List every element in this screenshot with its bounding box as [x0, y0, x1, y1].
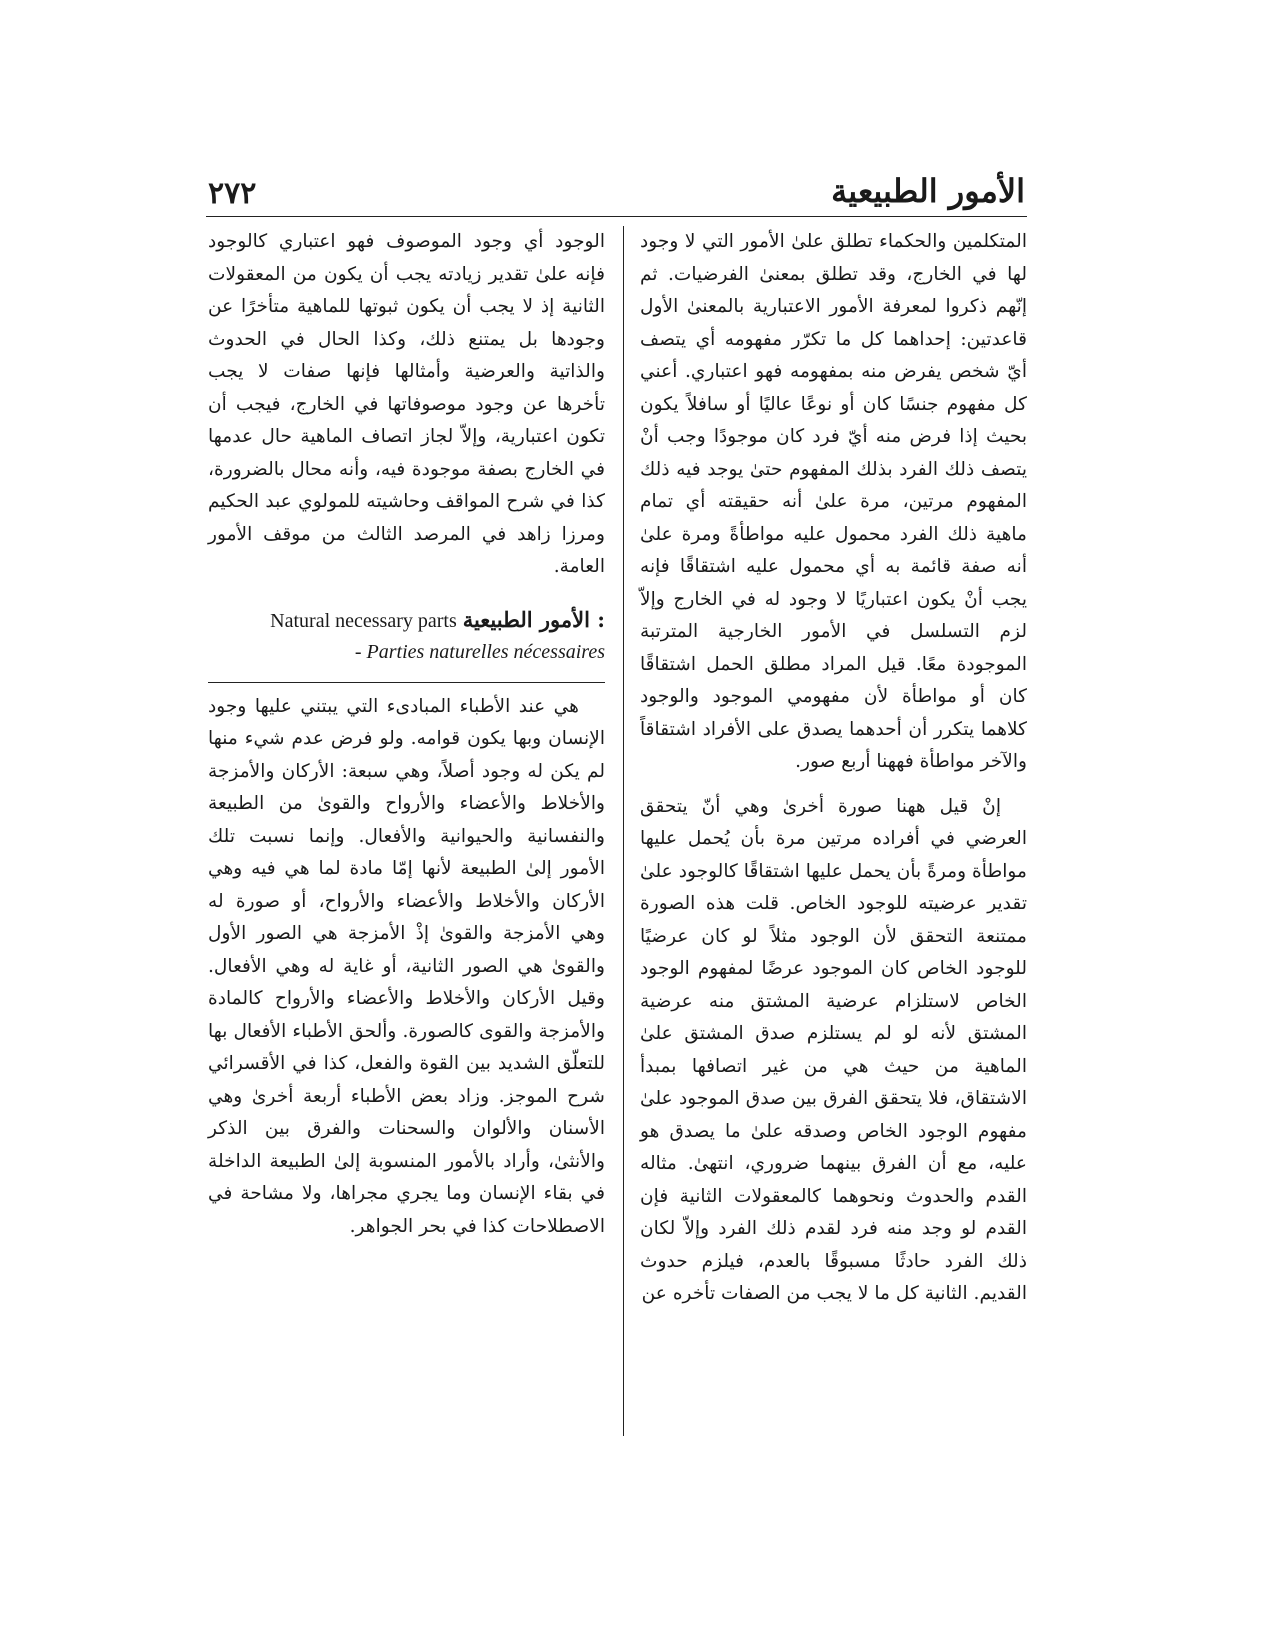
- page-number: ٢٧٢: [208, 176, 257, 211]
- entry-title-fr: - Parties naturelles nécessaires: [354, 640, 605, 663]
- column-divider: [623, 226, 624, 1436]
- entry-rule: [208, 682, 605, 683]
- entry-title-en: Natural necessary parts: [270, 609, 457, 632]
- left-column: [208, 226, 605, 1243]
- right-paragraph-2: إنْ قيل ههنا صورة أخرىٰ وهي أنّ يتحقق العرضي في أفراده مرتين مرة بأن يُحمل عليها مواطأة ومرةً بأن يحمل عليها اشتقاقًا كالوجود علىٰ تقدير عرضيته للوجود الخاص. قلت هذه الصورة ممتنعة التحقق لأن الوجود مثلاً لو كان عرضيًا للوجود الخاص كان الموجود عرضًا لمفهوم الوجود الخاص لاستلزام عرضية المشتق منه عرضية المشتق لأنه لو لم يستلزم صدق المشتق علىٰ الماهية من حيث هي من غير اتصافها بمبدأ الاشتقاق، فلا يتحقق الفرق بين صدق الموجود علىٰ مفهوم الوجود الخاص وصدقه علىٰ ما يصدق هو عليه، مع أن الفرق بينهما ضروري، انتهىٰ. مثاله القدم والحدوث ونحوهما كالمعقولات الثانية فإن القدم لو وجد منه فرد لقدم ذلك الفرد وإلاّ لكان ذلك الفرد حادثًا مسبوقًا بالعدم، فيلزم حدوث القديم. الثانية كل ما لا يجب من الصفات تأخره عن: [640, 795, 1027, 1304]
- running-title: الأمور الطبيعية: [831, 172, 1025, 210]
- left-paragraph-1: الوجود أي وجود الموصوف فهو اعتباري كالوجود فإنه علىٰ تقدير زيادته يجب أن يكون من المعقولات الثانية إذ لا يجب أن يكون ثبوتها للماهية متأخرًا عن وجودها بل يمتنع ذلك، وكذا الحال في الحدوث والذاتية والعرضية وأمثالها فإنها صفات لا يجب تأخرها عن وجود موصوفاتها في الخارج، فيجب أن تكون اعتبارية، وإلاّ لجاز اتصاف الماهية حال عدمها في الخارج بصفة موجودة فيه، وأنه محال بالضرورة، كذا في شرح المواقف وحاشيته للمولوي عبد الحكيم ومرزا زاهد في المرصد الثالث من موقف الأمور العامة.: [208, 231, 605, 577]
- entry-title-ar: الأمور الطبيعية :: [462, 606, 605, 632]
- left-paragraph-2: هي عند الأطباء المبادىء التي يبتني عليها وجود الإنسان وبها يكون قوامه. ولو فرض عدم شيء منها لم يكن له وجود أصلاً، وهي سبعة: الأركان والأمزجة والأخلاط والأعضاء والأرواح والقوىٰ من الطبيعة والنفسانية والحيوانية والأفعال. وإنما نسبت تلك الأمور إلىٰ الطبيعة لأنها إمّا مادة لما هي فيه وهي الأركان والأخلاط والأعضاء والأرواح، أو صورة له وهي الأمزجة والقوىٰ إذْ الأمزجة هي الصور الأول والقوىٰ هي الصور الثانية، أو غاية له وهي الأفعال. وقيل الأركان والأخلاط والأعضاء والأرواح كالمادة والأمزجة والقوى كالصورة. وألحق الأطباء الأفعال بها للتعلّق الشديد بين القوة والفعل، كذا في الأقسرائي شرح الموجز. وزاد بعض الأطباء أربعة أخرىٰ وهي الأسنان والألوان والسحنات والفرق بين الذكر والأنثىٰ، وأراد بالأمور المنسوبة إلىٰ الطبيعة الداخلة في بقاء الإنسان وما يجري مجراها، ولا مشاحة في الاصطلاحات كذا في بحر الجواهر.: [208, 695, 605, 1237]
- right-column: [640, 226, 1027, 1311]
- right-paragraph-1: المتكلمين والحكماء تطلق علىٰ الأمور التي لا وجود لها في الخارج، وقد تطلق بمعنىٰ الفرضيات. ثم إنّهم ذكروا لمعرفة الأمور الاعتبارية بالمعنىٰ الأول قاعدتين: إحداهما كل ما تكرّر مفهومه أي يتصف أيّ شخص يفرض منه بمفهومه فهو اعتباري. أعني كل مفهوم جنسًا كان أو نوعًا عاليًا أو سافلاً يكون بحيث إذا فرض منه أيّ فرد كان موجودًا وجب أنْ يتصف ذلك الفرد بذلك المفهوم حتىٰ يوجد فيه ذلك المفهوم مرتين، مرة علىٰ أنه حقيقته أي تمام ماهية ذلك الفرد محمول عليه مواطأةً ومرة علىٰ أنه صفة قائمة به أي محمول عليه اشتقاقًا فإنه يجب أنْ يكون اعتباريًا لا وجود له في الخارج وإلاّ لزم التسلسل في الأمور الخارجية المترتبة الموجودة معًا. قيل المراد مطلق الحمل اشتقاقًا كان أو مواطأة لأن مفهومي الموجود والوجود كلاهما يتكرر أن أحدهما يصدق على الأفراد اشتقاقاً والآخر مواطأة فههنا أربع صور.: [640, 231, 1027, 772]
- header-rule: [206, 216, 1027, 217]
- entry-heading: [208, 604, 605, 668]
